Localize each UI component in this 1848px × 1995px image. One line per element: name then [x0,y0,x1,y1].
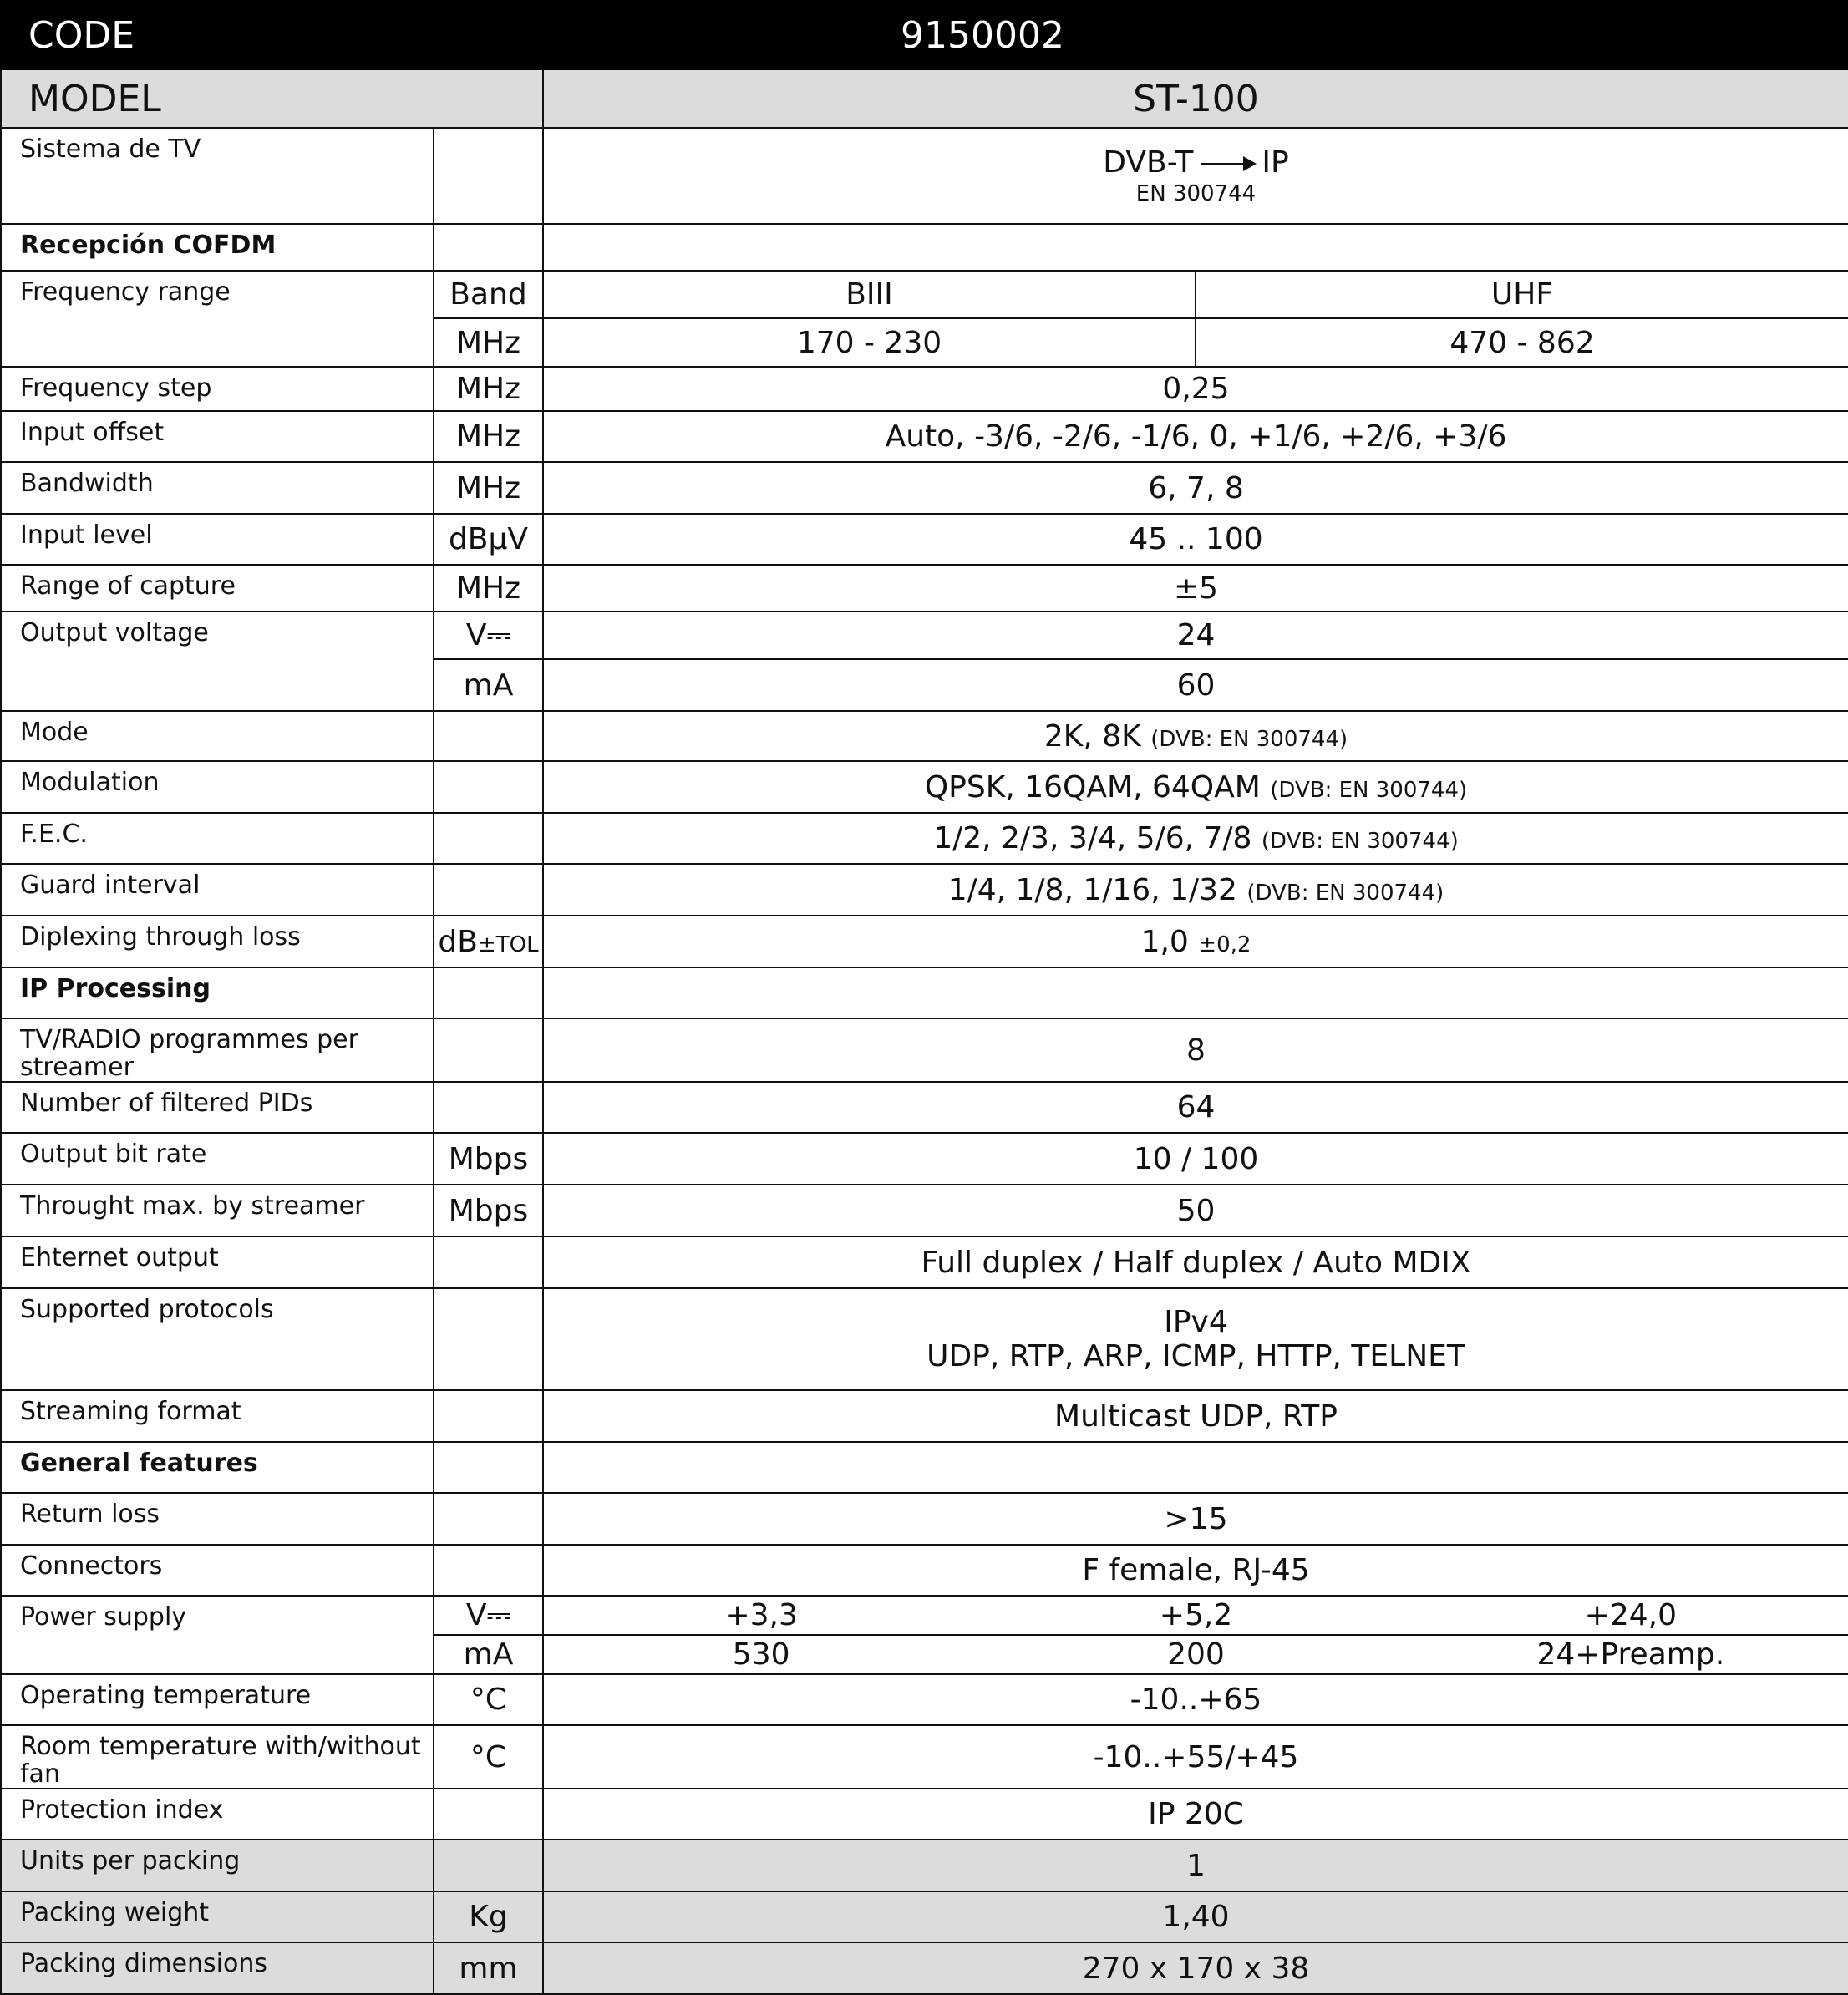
row-value: 45 .. 100 [543,514,1848,565]
section-general [1,1442,1848,1493]
row-unit: Mbps [434,1133,543,1185]
row-value: 1/2, 2/3, 3/4, 5/6, 7/8 [933,821,1252,855]
row-value: 2K, 8K [1043,718,1141,754]
row-note: (DVB: EN 300744) [1246,880,1444,906]
row-value: 1,40 [543,1891,1848,1942]
row-unit: Mbps [434,1185,543,1236]
row-note: (DVB: EN 300744) [1270,777,1468,803]
freq-range-label: Frequency range [1,271,434,367]
row-label: Return loss [1,1493,434,1545]
row-label: Input offset [1,411,434,462]
tv-system-row [1,128,1848,224]
table-row [1,1891,1848,1942]
row-value-sub: ±0,2 [1198,932,1251,957]
table-row [1,1018,1848,1082]
tv-system-from: DVB-T [1103,145,1194,180]
table-row [1,1390,1848,1442]
row-label: Range of capture [1,565,434,612]
row-value: Full duplex / Half duplex / Auto MDIX [543,1236,1848,1288]
arrow-right-icon [1201,163,1253,165]
range-uhf: 470 - 862 [1196,318,1848,367]
band-unit: Band [434,271,543,318]
table-row [1,1674,1848,1725]
table-row [1,864,1848,916]
row-label: Units per packing [1,1840,434,1891]
row-value: 24+Preamp. [1536,1637,1725,1672]
row-value: ±5 [543,565,1848,612]
row-value: F female, RJ-45 [543,1545,1848,1596]
row-label: Power supply [1,1596,434,1674]
table-row [1,761,1848,813]
row-label: Packing weight [1,1891,434,1942]
row-label: Number of filtered PIDs [1,1082,434,1133]
row-value: +3,3 [724,1598,798,1632]
section-title: Recepción COFDM [1,224,434,271]
row-label: Input level [1,514,434,565]
row-label: TV/RADIO programmes per streamer [1,1018,434,1082]
table-row [1,612,1848,659]
row-unit: mA [434,1635,543,1674]
section-reception [1,224,1848,271]
row-unit: °C [434,1674,543,1725]
row-value: 8 [543,1018,1848,1082]
table-row [1,1133,1848,1185]
row-note: (DVB: EN 300744) [1261,829,1459,854]
range-biii: 170 - 230 [543,318,1196,367]
code-row [1,1,1848,69]
table-row [1,1288,1848,1390]
row-unit: °C [434,1725,543,1789]
row-note: (DVB: EN 300744) [1150,726,1348,752]
tv-system-standard: EN 300744 [1135,180,1257,206]
model-label: MODEL [1,69,543,128]
freq-range-row [1,271,1848,318]
row-value: 0,25 [543,367,1848,411]
row-unit: MHz [434,411,543,462]
code-value: 9150002 [434,1,1848,69]
row-label: Connectors [1,1545,434,1596]
model-row [1,69,1848,128]
tv-system-to: IP [1262,145,1289,180]
table-row [1,462,1848,514]
row-value: 1,0 [1140,924,1189,959]
band-uhf: UHF [1196,271,1848,318]
section-ip [1,967,1848,1018]
row-label: Throught max. by streamer [1,1185,434,1236]
row-value: 1/4, 1/8, 1/16, 1/32 [947,872,1237,907]
row-unit: MHz [434,367,543,411]
row-label: Mode [1,711,434,761]
row-value: -10..+65 [543,1674,1848,1725]
row-value: QPSK, 16QAM, 64QAM [924,769,1261,805]
row-value: 530 [732,1637,790,1672]
row-value: -10..+55/+45 [543,1725,1848,1789]
row-unit: V⎓ [434,612,543,659]
table-row [1,1596,1848,1635]
table-row [1,1725,1848,1789]
row-label: F.E.C. [1,813,434,864]
row-label: Frequency step [1,367,434,411]
row-value: 200 [1167,1637,1225,1672]
code-label: CODE [1,1,434,69]
row-value: IP 20C [543,1789,1848,1840]
row-value: 1 [543,1840,1848,1891]
row-value: >15 [543,1493,1848,1545]
row-unit: MHz [434,565,543,612]
mhz-unit: MHz [434,318,543,367]
table-row [1,1493,1848,1545]
section-title: IP Processing [1,967,434,1018]
band-biii: BIII [543,271,1196,318]
table-row [1,1236,1848,1288]
row-value: Multicast UDP, RTP [543,1390,1848,1442]
row-value: 10 / 100 [543,1133,1848,1185]
row-value: +5,2 [1159,1598,1233,1632]
row-label: Ehternet output [1,1236,434,1288]
table-row [1,367,1848,411]
section-title: General features [1,1442,434,1493]
row-label: Bandwidth [1,462,434,514]
table-row [1,1082,1848,1133]
table-row [1,1789,1848,1840]
model-value: ST-100 [543,69,1848,128]
row-value: 24 [543,612,1848,659]
table-row [1,1185,1848,1236]
table-row [1,916,1848,967]
row-unit: Kg [434,1891,543,1942]
row-unit: mA [434,659,543,711]
table-row [1,813,1848,864]
row-unit: dB [438,924,478,959]
tv-system-label: Sistema de TV [1,128,434,224]
row-label: Output voltage [1,612,434,711]
row-unit-sub: ±TOL [477,932,539,957]
row-value: Auto, -3/6, -2/6, -1/6, 0, +1/6, +2/6, +3/6 [543,411,1848,462]
table-row [1,411,1848,462]
row-value: 270 x 170 x 38 [543,1942,1848,1994]
table-row [1,711,1848,761]
row-unit: dBµV [434,514,543,565]
row-unit: mm [434,1942,543,1994]
row-value: +24,0 [1584,1598,1677,1632]
row-value: 50 [543,1185,1848,1236]
row-value: 60 [543,659,1848,711]
row-value: IPv4 [1164,1304,1228,1339]
row-unit: V⎓ [434,1596,543,1635]
row-value: 64 [543,1082,1848,1133]
row-label: Guard interval [1,864,434,916]
table-row [1,514,1848,565]
row-label: Modulation [1,761,434,813]
table-row [1,1942,1848,1994]
row-value: UDP, RTP, ARP, ICMP, HTTP, TELNET [927,1339,1465,1373]
row-label: Streaming format [1,1390,434,1442]
row-label: Operating temperature [1,1674,434,1725]
row-label: Packing dimensions [1,1942,434,1994]
row-label: Diplexing through loss [1,916,434,967]
table-row [1,565,1848,612]
row-label: Supported protocols [1,1288,434,1390]
row-value: 6, 7, 8 [543,462,1848,514]
row-label: Room temperature with/without fan [1,1725,434,1789]
row-label: Output bit rate [1,1133,434,1185]
table-row [1,1545,1848,1596]
row-label: Protection index [1,1789,434,1840]
row-unit: MHz [434,462,543,514]
table-row [1,1840,1848,1891]
